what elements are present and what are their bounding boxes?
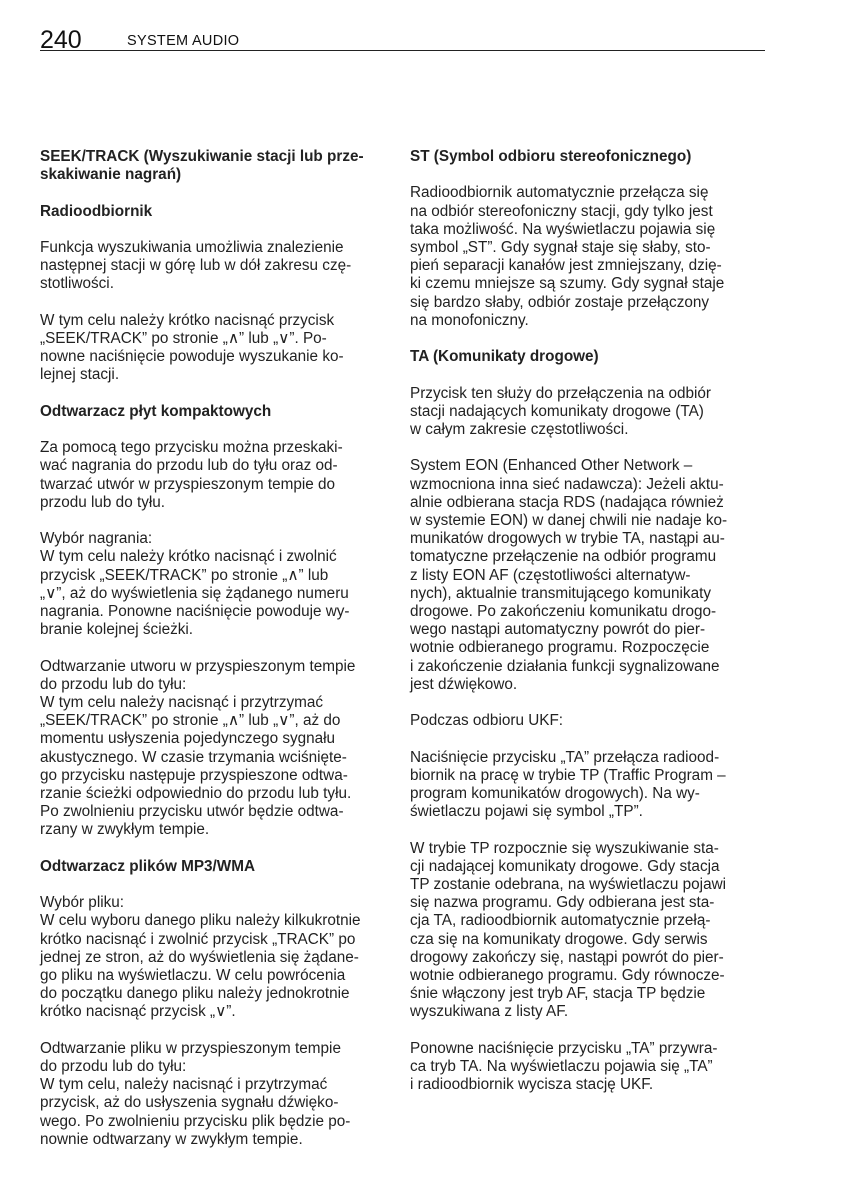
page-number: 240 [40, 26, 82, 54]
body-paragraph: Przycisk ten służy do przełączenia na odbiór stacji nadających komunikaty drogowe (TA) w całym zakresie częstotliwości. [410, 384, 711, 438]
body-paragraph: Odtwarzanie pliku w przyspieszonym tempie do przodu lub do tyłu: W tym celu, należy nacisnąć i przytrzymać przycisk, aż do usłyszenia sygnału dźwięko- wego. Po zwolnieniu przycisku plik będzie po- nownie odtwarzany w zwykłym tempie. [40, 1039, 351, 1148]
body-paragraph: Wybór pliku: W celu wyboru danego pliku należy kilkukrotnie krótko nacisnąć i zwolnić przycisk „TRACK” po jednej ze stron, aż do wyświetlenia się żądane- go pliku na wyświetlaczu. W celu powrócenia do początku danego pliku należy jednokrotnie krótko nacisnąć przycisk „∨”. [40, 894, 361, 1021]
body-paragraph: Ponowne naciśnięcie przycisku „TA” przywra- ca tryb TA. Na wyświetlaczu pojawia się „TA” i radioodbiornik wycisza stację UKF. [410, 1039, 718, 1094]
body-paragraph: Podczas odbioru UKF: [410, 712, 564, 730]
body-paragraph: Za pomocą tego przycisku można przeskaki- wać nagrania do przodu lub do tyłu oraz od- twarzać utwór w przyspieszonym tempie do przodu lub do tyłu. [40, 439, 343, 511]
section-heading: ST (Symbol odbioru stereofonicznego) [410, 148, 692, 165]
body-paragraph: W trybie TP rozpocznie się wyszukiwanie sta- cji nadającej komunikaty drogowe. Gdy stacja TP zostanie odebrana, na wyświetlaczu pojawi się nazwa programu. Gdy odbierana jest sta- cja TA, radioodbiornik automatycznie przełą- cza się na komunikaty drogowe. Gdy serwis drogowy zakończy się, nastąpi powrót do pier- wotnie odbieranego programu. Gdy równocze- śnie włączony jest tryb AF, stacja TP będzie wyszukiwana z listy AF. [410, 839, 727, 1021]
left-column [40, 148, 389, 1167]
section-title: SYSTEM AUDIO [127, 33, 240, 49]
body-paragraph: Radioodbiornik automatycznie przełącza się na odbiór stereofoniczny stacji, gdy tylko jest taka możliwość. Na wyświetlaczu pojawia się symbol „ST”. Gdy sygnał staje się słaby, sto- pień separacji kanałów jest zmniejszany, dzię- ki czemu mniejsze są szumy. Gdy sygnał staje się bardzo słaby, odbiór zostaje przełączony na monofoniczny. [410, 184, 725, 329]
header-divider [40, 50, 765, 51]
right-column [410, 148, 759, 1113]
section-heading: TA (Komunikaty drogowe) [410, 348, 599, 366]
section-heading: Radioodbiornik [40, 202, 153, 220]
body-paragraph: Naciśnięcie przycisku „TA” przełącza radiood- biornik na pracę w trybie TP (Traffic Program – program komunikatów drogowych). Na wy- świetlaczu pojawi się symbol „TP”. [410, 748, 726, 821]
section-heading: SEEK/TRACK (Wyszukiwanie stacji lub prze- skakiwanie nagrań) [40, 148, 364, 184]
body-paragraph: Funkcja wyszukiwania umożliwia znalezienie następnej stacji w górę lub w dół zakresu czę- stotliwości. [40, 238, 352, 293]
body-paragraph: W tym celu należy krótko nacisnąć przycisk „SEEK/TRACK” po stronie „∧” lub „∨”. Po- nowne naciśnięcie powoduje wyszukanie ko- lejnej stacji. [40, 311, 344, 384]
body-paragraph: Wybór nagrania: W tym celu należy krótko nacisnąć i zwolnić przycisk „SEEK/TRACK” po stronie „∧” lub „∨”, aż do wyświetlenia się żądanego numeru nagrania. Ponowne naciśnięcie powoduje wy- branie kolejnej ścieżki. [40, 530, 350, 639]
body-paragraph: System EON (Enhanced Other Network – wzmocniona inna sieć nadawcza): Jeżeli aktu- alnie odbierana stacja RDS (nadająca również w systemie EON) w danej chwili nie nadaje ko- munikatów drogowych w trybie TA, nastąpi au- tomatyczne przełączenie na odbiór programu z listy EON AF (częstotliwości alternatyw- nych), aktualnie transmitującego komunikaty drogowe. Po zakończeniu komunikatu drogo- wego nastąpi automatyczny powrót do pier- wotnie odbieranego programu. Rozpoczęcie i zakończenie działania funkcji sygnalizowane jest dźwiękowo. [410, 457, 728, 693]
section-heading: Odtwarzacz płyt kompaktowych [40, 402, 272, 420]
section-heading: Odtwarzacz plików MP3/WMA [40, 857, 256, 875]
body-paragraph: Odtwarzanie utworu w przyspieszonym tempie do przodu lub do tyłu: W tym celu należy nacisnąć i przytrzymać „SEEK/TRACK” po stronie „∧” lub „∨”, aż do momentu usłyszenia pojedynczego sygnału akustycznego. W czasie trzymania wciśnięte- go przycisku następuje przyspieszone odtwa- rzanie ścieżki odpowiednio do przodu lub tyłu. Po zwolnieniu przycisku utwór będzie odtwa- rzany w zwykłym tempie. [40, 657, 356, 839]
